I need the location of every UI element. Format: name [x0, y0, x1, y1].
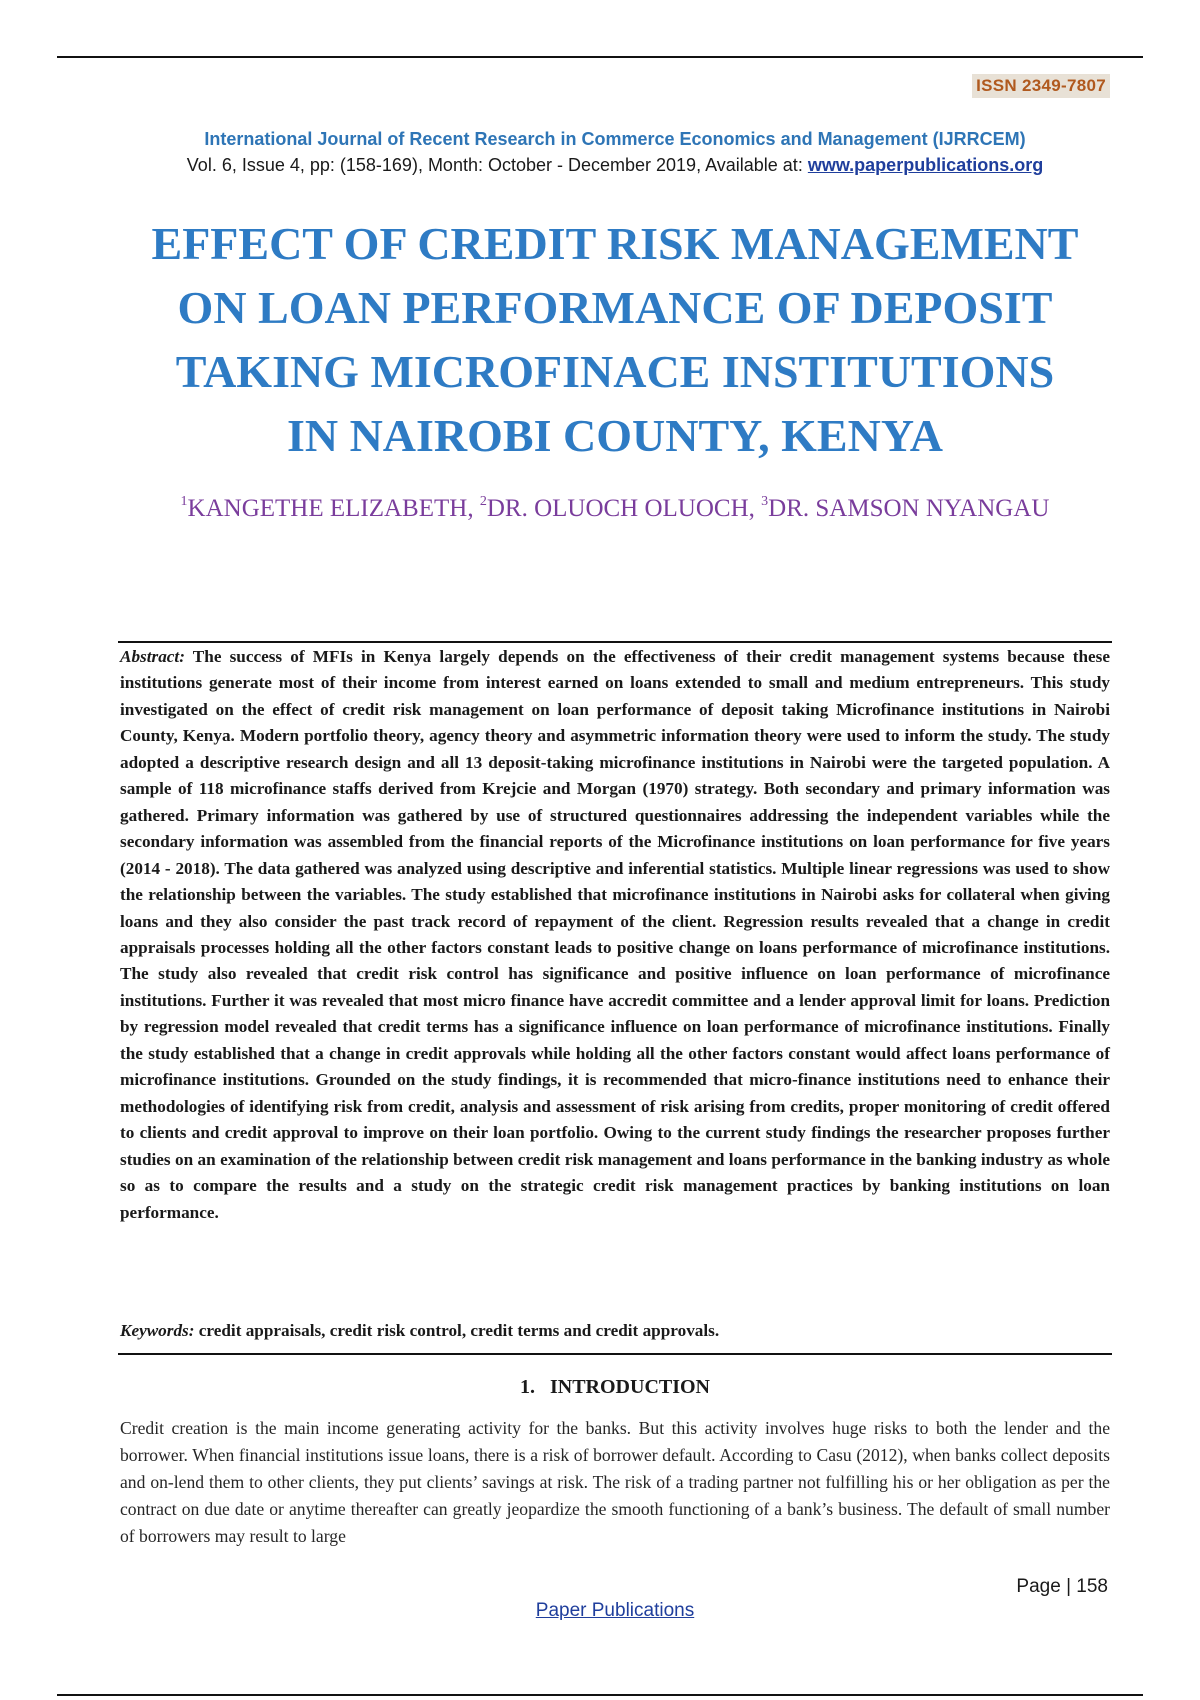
- section-heading: 1. INTRODUCTION: [519, 1376, 711, 1398]
- title-line: EFFECT OF CREDIT RISK MANAGEMENT: [151, 218, 1079, 269]
- keywords: [120, 1321, 1110, 1341]
- abstract-bottom-rule: [118, 1353, 1112, 1355]
- abstract-top-rule: [118, 641, 1112, 643]
- author-name: DR. SAMSON NYANGAU: [768, 495, 1050, 522]
- journal-website-link[interactable]: www.paperpublications.org: [807, 155, 1044, 175]
- volume-info: [0, 155, 1200, 176]
- author-affiliation-mark: 1: [180, 494, 188, 509]
- paper-title: [100, 212, 1130, 468]
- keywords-label: Keywords:: [120, 1321, 195, 1340]
- abstract-label: Abstract:: [120, 647, 185, 666]
- author-name: DR. OLUOCH OLUOCH: [486, 495, 749, 522]
- title-line: TAKING MICROFINACE INSTITUTIONS: [175, 346, 1055, 397]
- issn-badge: ISSN 2349-7807: [972, 74, 1110, 98]
- page-number: Page | 158: [1016, 1576, 1108, 1597]
- publisher-link[interactable]: Paper Publications: [535, 1600, 695, 1621]
- keywords-text: credit appraisals, credit risk control, credit terms and credit approvals.: [198, 1321, 720, 1340]
- author-list: $^1$KANGETHE ELIZABETH, $^2$DR. OLUOCH OLUOCH, $^3$DR. SAMSON NYANGAU: [180, 494, 1050, 522]
- title-line: IN NAIROBI COUNTY, KENYA: [286, 410, 944, 461]
- author-affiliation-mark: 3: [761, 494, 769, 509]
- author-name: KANGETHE ELIZABETH: [187, 495, 468, 522]
- introduction-text: Credit creation is the main income generating activity for the banks. But this activity involves huge risks to both the lender and the borrower. When financial institutions issue loans, there is a risk of borrower default. According to Casu (2012), when banks collect deposits and on-lend them to other clients, they put clients’ savings at risk. The risk of a trading partner not fulfilling his or her obligation as per the contract on due date or anytime thereafter can greatly jeopardize the smooth functioning of a bank’s business. The default of small number of borrowers may result to large: [120, 1418, 1110, 1546]
- abstract: [120, 644, 1110, 1226]
- publisher-footer: [0, 1600, 1200, 1622]
- top-rule: [57, 56, 1143, 58]
- journal-name: International Journal of Recent Research in Commerce Economics and Management (IJRRCEM): [204, 129, 1026, 149]
- volume-text: Vol. 6, Issue 4, pp: (158-169), Month: October - December 2019, Available at:: [186, 155, 803, 175]
- abstract-text: The success of MFIs in Kenya largely depends on the effectiveness of their credit management systems because these institutions generate most of their income from interest earned on loans extended to small and medium entrepreneurs. This study investigated on the effect of credit risk management on loan performance of deposit taking Microfinance institutions in Nairobi County, Kenya. Modern portfolio theory, agency theory and asymmetric information theory were used to inform the study. The study adopted a descriptive research design and all 13 deposit-taking microfinance institutions in Nairobi were the targeted population. A sample of 118 microfinance staffs derived from Krejcie and Morgan (1970) strategy. Both secondary and primary information was gathered. Primary information was gathered by use of structured questionnaires addressing the independent variables while the secondary information was assembled from the financial reports of the Microfinance institutions on loan performance for five years (2014 - 2018). The data gathered was analyzed using descriptive and inferential statistics. Multiple linear regressions was used to show the relationship between the variables. The study established that microfinance institutions in Nairobi asks for collateral when giving loans and they also consider the past track record of repayment of the client. Regression results revealed that a change in credit appraisals processes holding all the other factors constant leads to positive change on loans performance of microfinance institutions. The study also revealed that credit risk control has significance and positive influence on loan performance of microfinance institutions. Further it was revealed that most micro finance have accredit committee and a lender approval limit for loans. Prediction by regression model revealed that credit terms has a significance influence on loan performance of microfinance institutions. Finally the study established that a change in credit approvals while holding all the other factors constant would affect loans performance of microfinance institutions. Grounded on the study findings, it is recommended that micro-finance institutions need to enhance their methodologies of identifying risk from credit, analysis and assessment of risk arising from credits, proper monitoring of credit offered to clients and credit approval to improve on their loan portfolio. Owing to the current study findings the researcher proposes further studies on an examination of the relationship between credit risk management and loans performance in the banking industry as whole so as to compare the results and a study on the strategic credit risk management practices by banking institutions on loan performance.: [120, 647, 1110, 1222]
- bottom-rule: [57, 1694, 1143, 1696]
- author-affiliation-mark: 2: [479, 494, 487, 509]
- title-line: ON LOAN PERFORMANCE OF DEPOSIT: [177, 282, 1053, 333]
